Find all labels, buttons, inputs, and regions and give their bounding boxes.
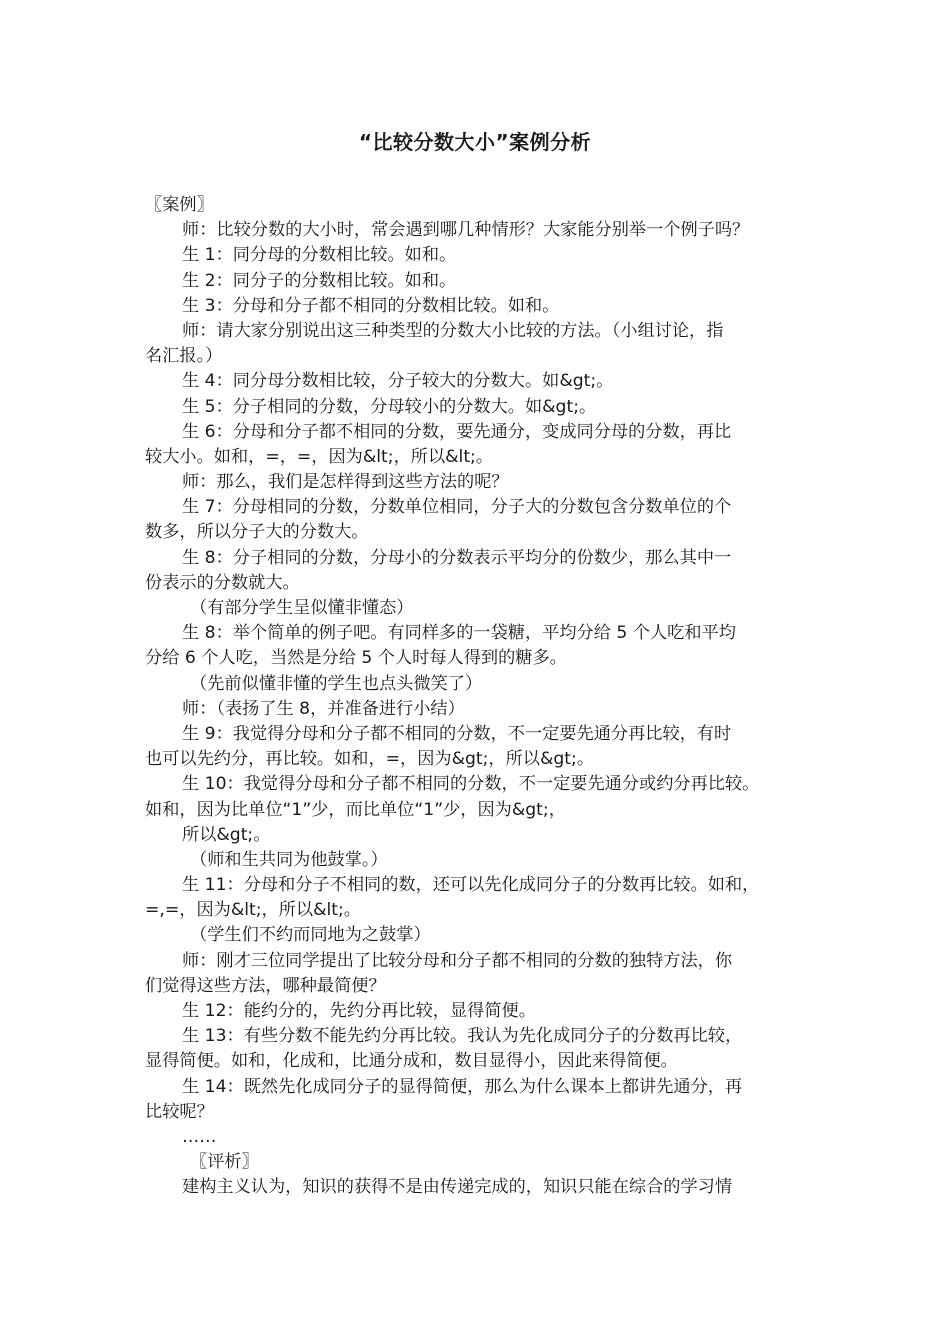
- paragraph-line: 师：请大家分别说出这三种类型的分数大小比较的方法。（小组讨论，指: [182, 320, 724, 341]
- paragraph-line: 较大小。如和，=，=，因为&lt;，所以&lt;。: [145, 446, 494, 467]
- paragraph-line: （先前似懂非懂的学生也点头微笑了）: [190, 673, 483, 694]
- paragraph-line: （学生们不约而同地为之鼓掌）: [190, 925, 431, 946]
- paragraph-line: 师：比较分数的大小时，常会遇到哪几种情形？大家能分别举一个例子吗？: [182, 220, 750, 241]
- paragraph-line: 份表示的分数就大。: [145, 572, 300, 593]
- paragraph-line: 比较呢？: [145, 1101, 214, 1122]
- paragraph-line: 生 13：有些分数不能先约分再比较。我认为先化成同分子的分数再比较，: [182, 1026, 743, 1047]
- paragraph-line: 生 1：同分母的分数相比较。如和。: [182, 245, 457, 266]
- paragraph-line: 生 3：分母和分子都不相同的分数相比较。如和。: [182, 295, 560, 316]
- paragraph-line: 所以&gt;。: [182, 824, 271, 845]
- paragraph-line: 生 12：能约分的，先约分再比较，显得简便。: [182, 1001, 536, 1021]
- paragraph-line: 也可以先约分，再比较。如和，=，因为&gt;，所以&gt;。: [145, 749, 595, 770]
- paragraph-line: 生 8：举个简单的例子吧。有同样多的一袋糖，平均分给 5 个人吃和平均: [182, 623, 736, 644]
- paragraph-line: =,=，因为&lt;，所以&lt;。: [145, 900, 361, 921]
- paragraph-line: 们觉得这些方法，哪种最简便？: [145, 975, 386, 996]
- section-heading-analysis: 〖评析〗: [190, 1152, 259, 1173]
- paragraph-line: 建构主义认为，知识的获得不是由传递完成的，知识只能在综合的学习情: [182, 1177, 733, 1198]
- paragraph-line: 数多，所以分子大的分数大。: [145, 522, 369, 543]
- paragraph-line: 生 4：同分母分数相比较，分子较大的分数大。如&gt;。: [182, 371, 614, 392]
- section-heading-case: 〖案例〗: [145, 195, 214, 215]
- paragraph-line: （有部分学生呈似懂非懂态）: [190, 598, 414, 618]
- paragraph-line: 生 10：我觉得分母和分子都不相同的分数，不一定要先通分或约分再比较。: [182, 774, 760, 795]
- document-body: [145, 193, 825, 1201]
- paragraph-line: 显得简便。如和，化成和，比通分成和，数目显得小，因此来得简便。: [145, 1051, 678, 1072]
- paragraph-line: 生 6：分母和分子都不相同的分数，要先通分，变成同分母的分数，再比: [182, 421, 732, 442]
- paragraph-line: 生 8：分子相同的分数，分母小的分数表示平均分的份数少，那么其中一: [182, 547, 732, 568]
- paragraph-line: 生 11：分母和分子不相同的数，还可以先化成同分子的分数再比较。如和，: [182, 875, 760, 896]
- paragraph-line: 生 9：我觉得分母和分子都不相同的分数，不一定要先通分再比较，有时: [182, 723, 732, 744]
- paragraph-line: ……: [182, 1126, 217, 1147]
- paragraph-line: 师：（表扬了生 8，并准备进行小结）: [182, 698, 465, 719]
- paragraph-line: 师：那么，我们是怎样得到这些方法的呢？: [182, 472, 509, 493]
- paragraph-line: 如和，因为比单位“1”少，而比单位“1”少，因为&gt;，: [145, 799, 566, 820]
- document-title: “比较分数大小”案例分析: [358, 130, 592, 154]
- paragraph-line: 分给 6 个人吃，当然是分给 5 个人时每人得到的糖多。: [145, 648, 567, 669]
- paragraph-line: 生 14：既然先化成同分子的显得简便，那么为什么课本上都讲先通分，再: [182, 1076, 743, 1097]
- paragraph-line: 生 7：分母相同的分数，分数单位相同，分子大的分数包含分数单位的个: [182, 497, 732, 518]
- paragraph-line: （师和生共同为他鼓掌。）: [190, 849, 388, 870]
- paragraph-line: 生 2：同分子的分数相比较。如和。: [182, 270, 457, 291]
- paragraph-line: 师：刚才三位同学提出了比较分母和分子都不相同的分数的独特方法，你: [182, 950, 733, 971]
- paragraph-line: 生 5：分子相同的分数，分母较小的分数大。如&gt;。: [182, 396, 597, 417]
- paragraph-line: 名汇报。）: [145, 346, 223, 367]
